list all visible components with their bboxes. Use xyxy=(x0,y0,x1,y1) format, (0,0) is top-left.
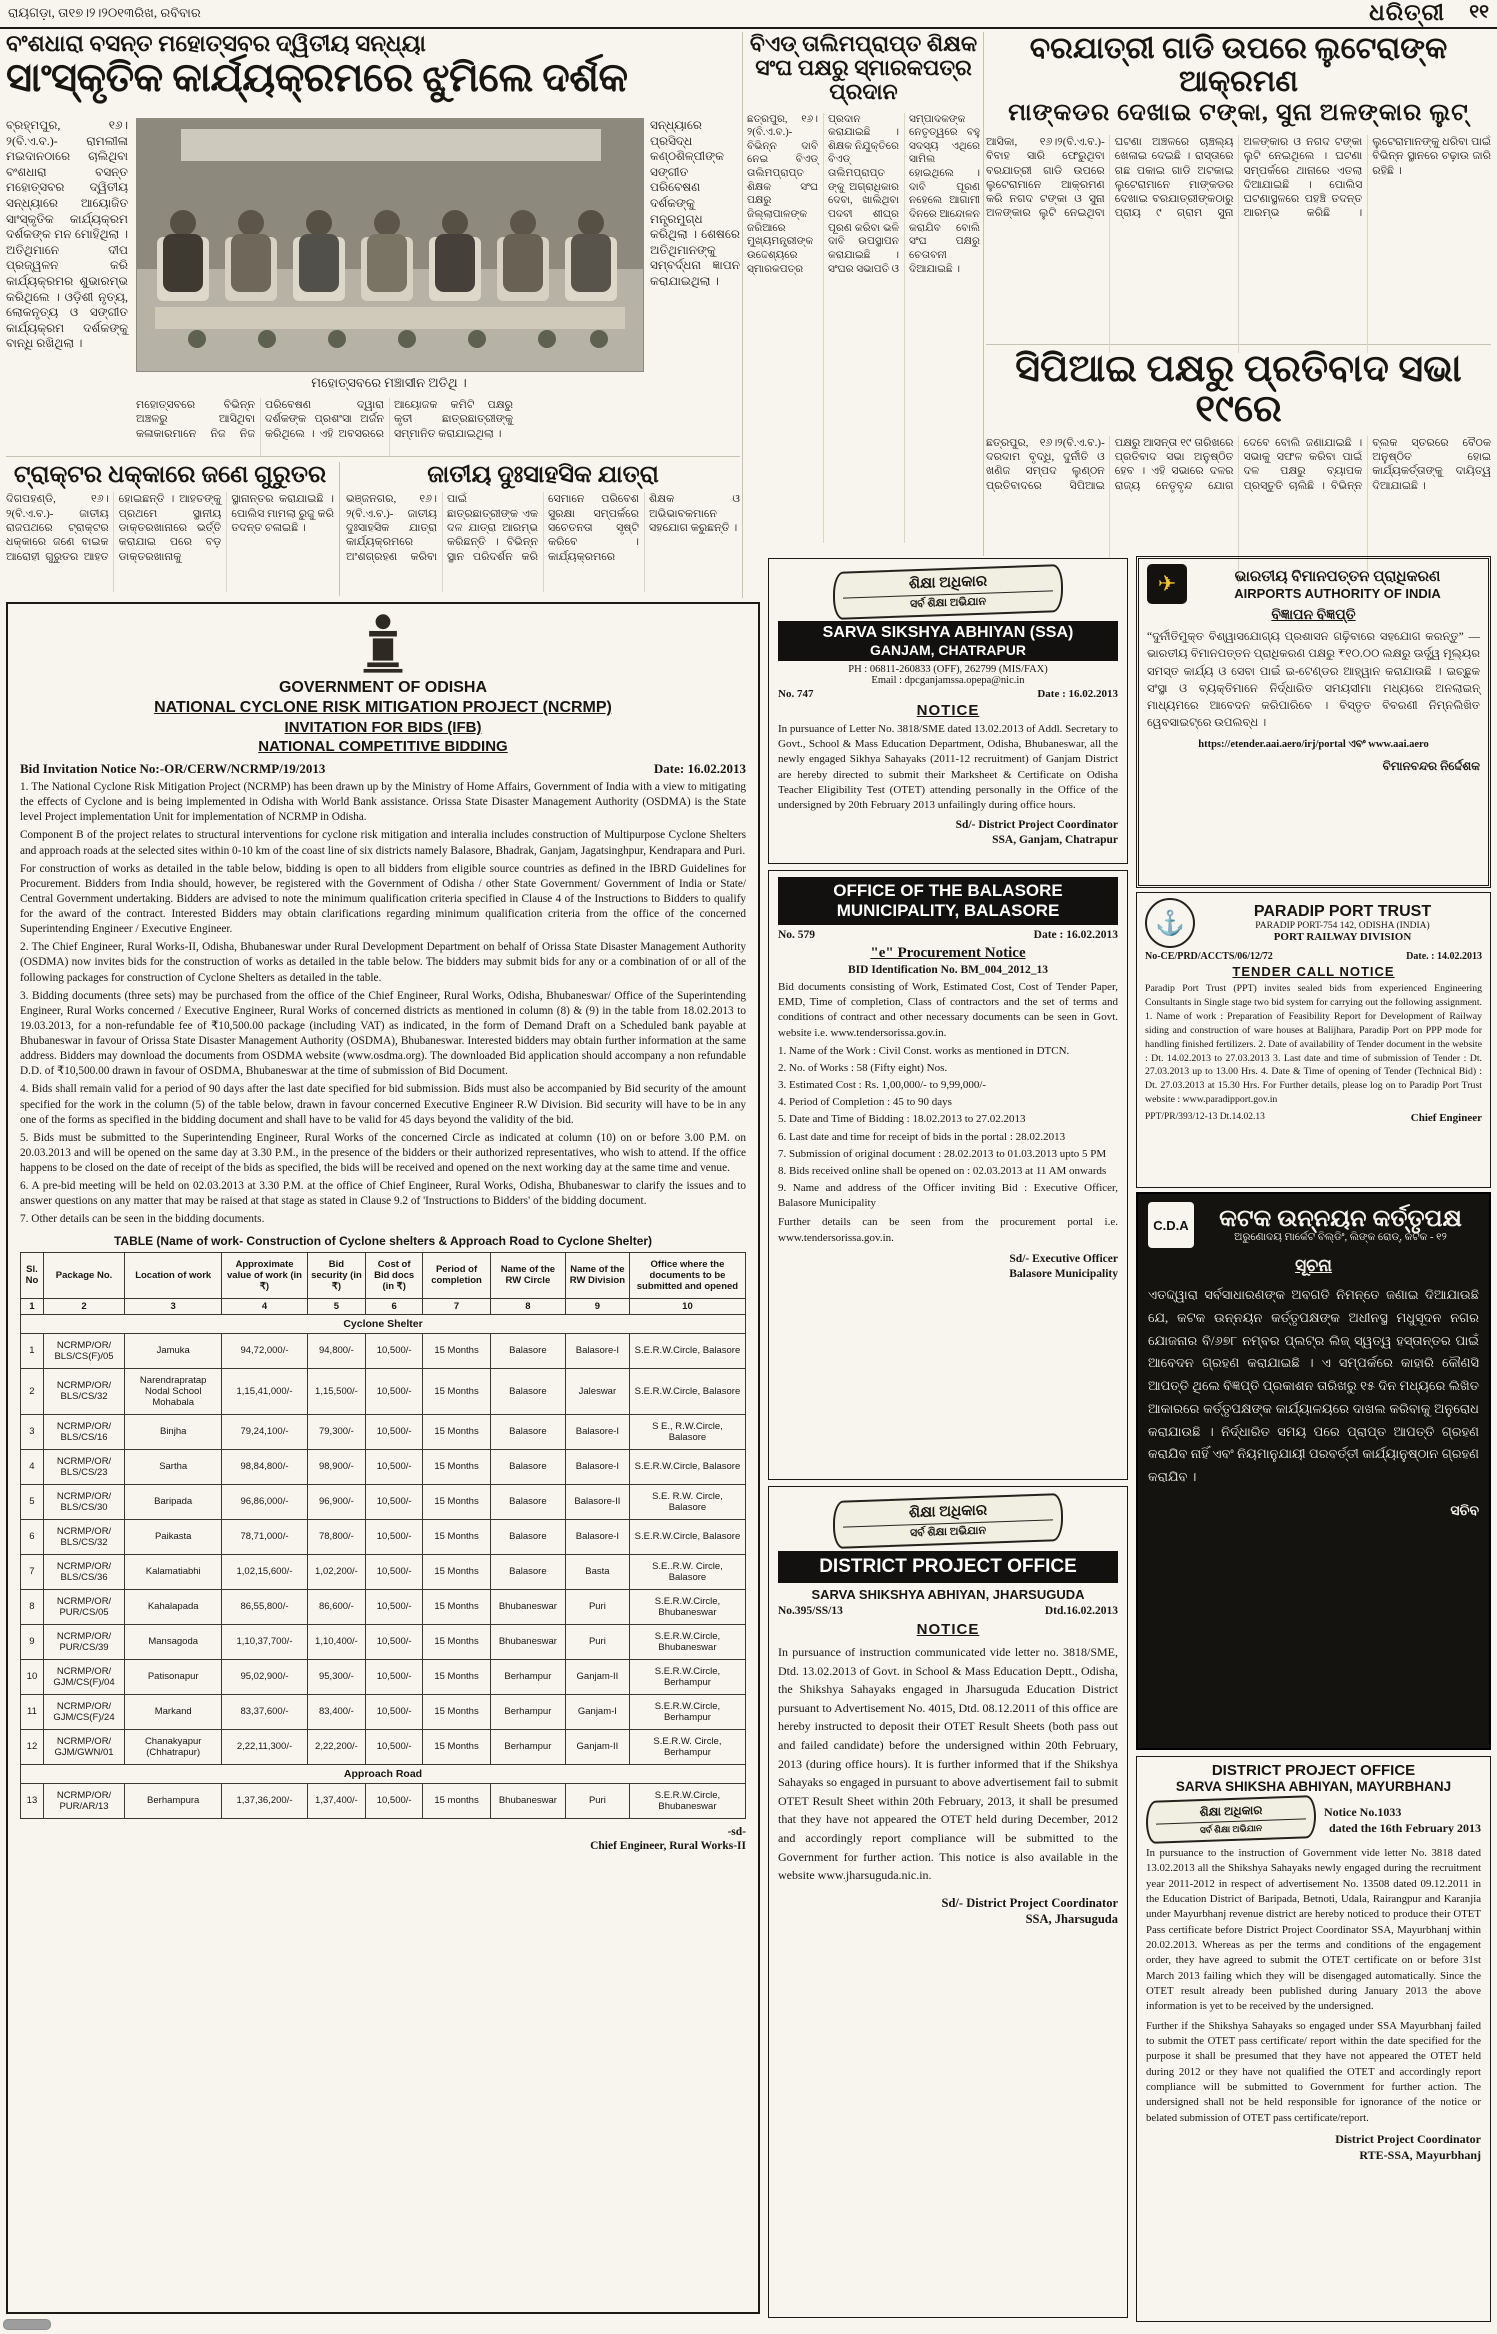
table-cell: Paikasta xyxy=(125,1519,222,1554)
notice-body: In pursuance of instruction communicated vide letter no. 3818/SME, Dtd. 13.02.2013 of Govt. in School & Mass Education Deptt., Odisha, the Shikshya Sahayaks engaged in Jharsuguda Education District pursuant to Advertisement No. 4015, Dtd. 08.12.2011 of this office are hereby instructed to deposit their OTET Result Sheets (both pass out and failed candidate) before the undersigned within 20th February, 2013 (during office hours). It is further informed that if the Shikshya Sahayaks so engaged in pursuant to above advertisement fail to submit OTET Result Sheet within 20th February, 2013, it shall be presumed that they have not appeared the OTET held during December, 2012 and accordingly report compliance will be submitted to the Government for further action. This notice is also available in the website www.jharsuguda.nic.in. xyxy=(778,1645,1118,1883)
table-cell: Berhampur xyxy=(490,1694,565,1729)
section-rule xyxy=(6,456,740,457)
table-cell: 7 xyxy=(423,1298,491,1314)
article-headline: ଟ୍ରାକ୍ଟର ଧକ୍କାରେ ଜଣେ ଗୁରୁତର xyxy=(13,462,327,488)
table-cell: 10 xyxy=(21,1659,44,1694)
table-cell: 95,02,900/- xyxy=(222,1659,307,1694)
table-cell: 12 xyxy=(21,1729,44,1764)
table-cell: 8 xyxy=(21,1589,44,1624)
table-cell: 94,800/- xyxy=(307,1333,365,1368)
airplane-icon: ✈ xyxy=(1157,571,1177,596)
notice-body-2: Further if the Shikshya Sahayaks so engaged under SSA Mayurbhanj failed to submit the OTET pass certificate/ report within the date specified for the purpose it shall be presumed that they have not appeared the OTET held during 2012 or they have not qualified the OTET and accordingly report compliance will be submitted to Government for further action. The undersigned shall not be held responsible for ignorance of the notice or belated submission of OTET pass certificate/report. xyxy=(1146,2019,1481,2124)
table-cell: 98,84,800/- xyxy=(222,1449,307,1484)
list-item: 1. Name of the Work : Civil Const. works as mentioned in DTCN. xyxy=(778,1044,1070,1057)
ssa-logo-line2: ସର୍ବ ଶିକ୍ଷା ଅଭିଯାନ xyxy=(843,1519,1053,1542)
office-title-line1: OFFICE OF THE BALASORE xyxy=(833,881,1063,900)
article-kicker: ବଂଶଧାରା ବସନ୍ତ ମହୋତ୍ସବର ଦ୍ୱିତୀୟ ସନ୍ଧ୍ୟା xyxy=(6,31,426,56)
aai-logo-icon xyxy=(1147,564,1187,604)
list-item: 7. Submission of original document : 28.02.2013 to 01.03.2013 upto 5 PM xyxy=(778,1147,1107,1160)
table-cell: Berhampur xyxy=(490,1659,565,1694)
notice-body-1: In pursuance to the instruction of Government vide letter No. 3818 dated 13.02.2013 all the Shikshya Sahayaks newly engaged during the recruitment year 2011-2012 in respect of advertisement No. 13508 dated 09.12.2011 in the Education District of Baripada, Betnoti, Udala, Rairangpur and Karanjia under Mayurbhanj revenue district are hereby noticed to produce their OTET Pass certificate before District Project Coordinator SSA, Mayurbhanj within 20.02.2013. Whereas as per the terms and conditions of the engagement order, they have agreed to submit the OTET certificate on or before 31st March 2013 failing which they will be disengaged automatically. Since the OTET result already been published during January 2013 the above information is yet to be received by the undersigned. xyxy=(1146,1847,1481,2013)
table-cell: Name of the RW Division xyxy=(565,1252,629,1298)
odisha-emblem-icon xyxy=(20,612,746,679)
table-cell: 13 xyxy=(21,1783,44,1818)
ssa-logo-line1: ଶିକ୍ଷା ଅଧିକାର xyxy=(1199,1802,1263,1820)
table-cell: Bhubaneswar xyxy=(490,1589,565,1624)
table-cell: 5 xyxy=(21,1484,44,1519)
notice-number: No.395/SS/13 xyxy=(778,1605,843,1617)
signature-line2: SSA, Ganjam, Chatrapur xyxy=(992,833,1118,846)
table-cell: 15 Months xyxy=(423,1729,491,1764)
bid-table-container xyxy=(20,1252,746,1819)
table-cell: 86,55,800/- xyxy=(222,1589,307,1624)
scrollbar-thumb[interactable] xyxy=(3,2319,51,2330)
table-cell: 10,500/- xyxy=(366,1368,423,1414)
column-rule xyxy=(983,32,984,556)
tender-signature: Chief Engineer xyxy=(1410,1112,1482,1125)
table-cell: Balasore xyxy=(490,1519,565,1554)
notice-intro: Bid documents consisting of Work, Estimated Cost, Cost of Tender Paper, EMD, Time of completion, Class of contractors and the set of terms and conditions of contract and other necessary documents can be seen in Govt. website i.e. www.tendersorissa.gov.in. xyxy=(778,981,1118,1039)
article-body: ଭଞ୍ଜନଗର, ୧୬।୨(ବି.ଏ.ବ.)- ଜାତୀୟ ଦୁଃସାହସିକ ଯାତ୍ରା କାର୍ଯ୍ୟକ୍ରମରେ ଅଂଶଗ୍ରହଣ କରିବା ପାଇଁ ଛାତ୍ରଛାତ୍ରୀଙ୍କ ଏକ ଦଳ ଯାତ୍ରା ଆରମ୍ଭ କରିଛନ୍ତି । ବିଭିନ୍ନ ସ୍ଥାନ ପରିଦର୍ଶନ କରି ସେମାନେ ପରିବେଶ ସୁରକ୍ଷା ସମ୍ପର୍କରେ ସଚେତନତା ସୃଷ୍ଟି କରିବେ । କାର୍ଯ୍ୟକ୍ରମରେ ଶିକ୍ଷକ ଓ ଅଭିଭାବକମାନେ ସହଯୋଗ କରୁଛନ୍ତି । xyxy=(346,493,740,563)
article-bed-teachers xyxy=(747,32,980,558)
notice-number: No-CE/PRD/ACCTS/06/12/72 xyxy=(1145,951,1273,962)
table-cell: Office where the documents to be submitted and opened xyxy=(629,1252,745,1298)
table-cell: 10,500/- xyxy=(366,1624,423,1659)
table-cell: Patisonapur xyxy=(125,1659,222,1694)
ncrmp-paragraphs xyxy=(20,780,746,1228)
table-cell: 15 Months xyxy=(423,1589,491,1624)
table-cell: 4 xyxy=(222,1298,307,1314)
table-cell: NCRMP/OR/ GJM/GWN/01 xyxy=(43,1729,124,1764)
tender-call-heading: TENDER CALL NOTICE xyxy=(1232,964,1395,979)
table-cell: S E., R.W.Circle, Balasore xyxy=(629,1414,745,1449)
table-cell: S.E.R.W.Circle, Bhubaneswar xyxy=(629,1783,745,1818)
table-cell: 8 xyxy=(490,1298,565,1314)
ssa-logo-line1: ଶିକ୍ଷା ଅଧିକାର xyxy=(908,1502,988,1522)
table-cell: NCRMP/OR/ BLS/CS(F)/05 xyxy=(43,1333,124,1368)
table-cell: Balasore xyxy=(490,1484,565,1519)
signature-line1: Sd/- Executive Officer xyxy=(1009,1252,1118,1265)
table-cell: 9 xyxy=(565,1298,629,1314)
notice-date: Date : 16.02.2013 xyxy=(1037,688,1118,700)
table-cell: Basta xyxy=(565,1554,629,1589)
table-cell: 83,400/- xyxy=(307,1694,365,1729)
table-cell: Chanakyapur (Chhatrapur) xyxy=(125,1729,222,1764)
list-item: 2. The Chief Engineer, Rural Works-II, Odisha, Bhubaneswar under Rural Development Department on behalf of Orissa State Disaster Management Authority (OSDMA) now invites bids for the construction of works as detailed in the table below. The bidders may submit bids for any or a combination of or all of the following packages for construction of Cyclone Shelters as detailed in the table. xyxy=(20,941,746,984)
table-cell: 15 months xyxy=(423,1783,491,1818)
table-cell: 15 Months xyxy=(423,1659,491,1694)
table-cell: 1 xyxy=(21,1333,44,1368)
table-cell: 98,900/- xyxy=(307,1449,365,1484)
table-cell: Period of completion xyxy=(423,1252,491,1298)
table-cell: NCRMP/OR/ PUR/CS/05 xyxy=(43,1589,124,1624)
article-body: ଆସିକା, ୧୬।୨(ବି.ଏ.ବ.)- ବିବାହ ସାରି ଫେରୁଥିବା ବରଯାତ୍ରୀ ଗାଡି ଉପରେ ଲୁଟେରାମାନେ ଆକ୍ରମଣ କରି ନଗଦ ଟଙ୍କା ଓ ସୁନା ଅଳଙ୍କାର ଲୁଟି ନେଇଥିବା ଘଟଣା ଅଞ୍ଚଳରେ ଚାଞ୍ଚଲ୍ୟ ଖେଳାଇ ଦେଇଛି । ରାସ୍ତାରେ ଗଛ ପକାଇ ଗାଡି ଅଟକାଇ ଲୁଟେରାମାନେ ମାଙ୍କଡର ଦେଖାଇ ବରଯାତ୍ରୀଙ୍କଠାରୁ ପ୍ରାୟ ୯ ଗ୍ରାମ ସୁନା ଅଳଙ୍କାର ଓ ନଗଦ ଟଙ୍କା ଲୁଟି ନେଇଥିଲେ । ଘଟଣା ସମ୍ପର୍କରେ ଥାନାରେ ଏତଲା ଦିଆଯାଇଛି । ପୋଲିସ ଘଟଣାସ୍ଥଳରେ ପହଞ୍ଚି ତଦନ୍ତ ଆରମ୍ଭ କରିଛି । ଲୁଟେରାମାନଙ୍କୁ ଧରିବା ପାଇଁ ବିଭିନ୍ନ ସ୍ଥାନରେ ଚଢ଼ାଉ ଜାରି ରହିଛି । xyxy=(986,136,1491,220)
table-cell: 5 xyxy=(307,1298,365,1314)
cda-notice-heading: ସୂଚନା xyxy=(1295,1256,1332,1275)
page-number: ୧୧ xyxy=(1469,2,1489,23)
notice-heading: NOTICE xyxy=(916,1621,980,1638)
table-cell: S.E.R.W.Circle, Balasore xyxy=(629,1449,745,1484)
notice-footer: Further details can be seen from the procurement portal i.e. www.tendersorissa.gov.in. xyxy=(778,1216,1118,1244)
table-cell: 94,72,000/- xyxy=(222,1333,307,1368)
phone-line: PH : 06811-260833 (OFF), 262799 (MIS/FAX) xyxy=(848,664,1048,675)
table-cell: NCRMP/OR/ BLS/CS/16 xyxy=(43,1414,124,1449)
table-cell: 15 Months xyxy=(423,1368,491,1414)
table-cell: 15 Months xyxy=(423,1414,491,1449)
bid-notice-no: Bid Invitation Notice No:-OR/CERW/NCRMP/19/2013 xyxy=(20,761,326,776)
table-cell: 10,500/- xyxy=(366,1554,423,1589)
table-cell: 9 xyxy=(21,1624,44,1659)
table-cell: 10,500/- xyxy=(366,1694,423,1729)
table-cell: Bhubaneswar xyxy=(490,1624,565,1659)
table-cell: Sl. No xyxy=(21,1252,44,1298)
table-cell: Berhampura xyxy=(125,1783,222,1818)
article-headline: ଜାତୀୟ ଦୁଃସାହସିକ ଯାତ୍ରା xyxy=(427,462,659,488)
table-cell: Binjha xyxy=(125,1414,222,1449)
ncrmp-notice xyxy=(6,602,760,2314)
table-cell: 1 xyxy=(21,1298,44,1314)
table-cell: 10,500/- xyxy=(366,1783,423,1818)
table-cell: 3 xyxy=(125,1298,222,1314)
table-cell: Balasore-II xyxy=(565,1484,629,1519)
table-cell: 79,24,100/- xyxy=(222,1414,307,1449)
table-cell: S.E.R.W.Circle, Balasore xyxy=(629,1333,745,1368)
article-cpi xyxy=(986,350,1491,556)
table-title: TABLE (Name of work- Construction of Cyclone shelters & Approach Road to Cyclone Shelter) xyxy=(113,1233,653,1248)
notice-items xyxy=(778,1044,1118,1212)
aai-subtitle: ବିଜ୍ଞାପନ ବିଜ୍ଞପ୍ତି xyxy=(1271,608,1356,623)
table-cell: Balasore-I xyxy=(565,1449,629,1484)
table-cell: 79,300/- xyxy=(307,1414,365,1449)
ncb-title: NATIONAL COMPETITIVE BIDDING xyxy=(258,738,508,755)
signature-line1: District Project Coordinator xyxy=(1335,2131,1481,2146)
table-cell: 1,37,400/- xyxy=(307,1783,365,1818)
table-cell: 86,600/- xyxy=(307,1589,365,1624)
table-cell: 15 Months xyxy=(423,1554,491,1589)
paradip-port-notice xyxy=(1136,892,1491,1188)
table-cell: 10 xyxy=(629,1298,745,1314)
signature-line2: SSA, Jharsuguda xyxy=(1025,1911,1118,1926)
office-title-line1: DISTRICT PROJECT OFFICE xyxy=(1211,1762,1416,1779)
article-body: ଛତ୍ରପୁର, ୧୬।୨(ବି.ଏ.ବ.)- ବିଭିନ୍ନ ଦାବି ନେଇ ବିଏଡ୍ ତାଲିମପ୍ରାପ୍ତ ଶିକ୍ଷକ ସଂଘ ପକ୍ଷରୁ ଜିଲ୍ଲାପାଳଙ୍କ ଜରିଆରେ ମୁଖ୍ୟମନ୍ତ୍ରୀଙ୍କ ଉଦ୍ଦେଶ୍ୟରେ ସ୍ମାରକପତ୍ର ପ୍ରଦାନ କରାଯାଇଛି । ଶିକ୍ଷକ ନିଯୁକ୍ତିରେ ବିଏଡ୍ ତାଲିମପ୍ରାପ୍ତଙ୍କୁ ଅଗ୍ରାଧିକାର ଦେବା, ଖାଲିଥିବା ପଦବୀ ଶୀଘ୍ର ପୂରଣ କରିବା ଭଳି ଦାବି ଉପସ୍ଥାପନ କରାଯାଇଛି । ସଂଘର ସଭାପତି ଓ ସମ୍ପାଦକଙ୍କ ନେତୃତ୍ୱରେ ବହୁ ସଦସ୍ୟ ଏଥିରେ ସାମିଲ ହୋଇଥିଲେ । ଦାବି ପୂରଣ ନହେଲେ ଆଗାମୀ ଦିନରେ ଆନ୍ଦୋଳନ କରାଯିବ ବୋଲି ସଂଘ ପକ୍ଷରୁ ଚେତାବନୀ ଦିଆଯାଇଛି । xyxy=(747,113,980,275)
list-item: 6. Last date and time for receipt of bids in the portal : 28.02.2013 xyxy=(778,1130,1066,1143)
table-cell: 1,10,400/- xyxy=(307,1624,365,1659)
article-column-left: ବ୍ରହ୍ମପୁର, ୧୬।୨(ବି.ଏ.ବ.)- ରାମଲୀଳା ମଇଦାନଠାରେ ଚାଲିଥିବା ବଂଶଧାରା ବସନ୍ତ ମହୋତ୍ସବର ଦ୍ୱିତୀୟ ସନ୍ଧ୍ୟାରେ ଆୟୋଜିତ ସାଂସ୍କୃତିକ କାର୍ଯ୍ୟକ୍ରମ ଦର୍ଶକଙ୍କ ମନ ମୋହିଥିଲା । ଅତିଥିମାନେ ଦୀପ ପ୍ରଜ୍ୱଳନ କରି କାର୍ଯ୍ୟକ୍ରମର ଶୁଭାରମ୍ଭ କରିଥିଲେ । ଓଡ଼ିଶୀ ନୃତ୍ୟ, ଲୋକନୃତ୍ୟ ଓ ସଙ୍ଗୀତ କାର୍ଯ୍ୟକ୍ରମ ଦର୍ଶକଙ୍କୁ ବାନ୍ଧି ରଖିଥିଲା । xyxy=(6,118,128,351)
table-cell: NCRMP/OR/ BLS/CS/30 xyxy=(43,1484,124,1519)
office-title-bar: DISTRICT PROJECT OFFICE xyxy=(778,1551,1118,1583)
ssa-ganjam-notice xyxy=(768,558,1128,864)
notice-date: Date. : 14.02.2013 xyxy=(1406,951,1482,962)
notice-heading: NOTICE xyxy=(916,702,980,719)
table-cell: 15 Months xyxy=(423,1484,491,1519)
table-cell: 1,37,36,200/- xyxy=(222,1783,307,1818)
table-cell: 15 Months xyxy=(423,1449,491,1484)
office-title-line1: SARVA SIKSHYA ABHIYAN (SSA) xyxy=(822,624,1074,641)
table-cell: 1,02,15,600/- xyxy=(222,1554,307,1589)
table-cell: 10,500/- xyxy=(366,1659,423,1694)
paradip-port-logo xyxy=(1145,898,1195,948)
table-cell: 10,500/- xyxy=(366,1729,423,1764)
signature-line1: Sd/- District Project Coordinator xyxy=(941,1895,1118,1910)
table-cell: Balasore xyxy=(490,1414,565,1449)
table-section-title: Approach Road xyxy=(21,1764,746,1783)
table-cell: Ganjam-I xyxy=(565,1694,629,1729)
govt-title: GOVERNMENT OF ODISHA xyxy=(278,679,487,696)
table-cell: Bhubaneswar xyxy=(490,1783,565,1818)
table-cell: 78,71,000/- xyxy=(222,1519,307,1554)
article-adventure xyxy=(346,462,740,596)
table-cell: 6 xyxy=(21,1519,44,1554)
office-title-bar xyxy=(778,621,1118,661)
ssa-logo-line1: ଶିକ୍ଷା ଅଧିକାର xyxy=(908,573,988,593)
table-cell: 96,86,000/- xyxy=(222,1484,307,1519)
ifb-title: INVITATION FOR BIDS (IFB) xyxy=(284,719,482,736)
table-cell: NCRMP/OR/ PUR/AR/13 xyxy=(43,1783,124,1818)
table-cell: 7 xyxy=(21,1554,44,1589)
article-robbery xyxy=(986,32,1491,340)
festival-photo-graphic xyxy=(137,119,643,371)
article-festival xyxy=(6,32,740,456)
signature-line2: Balasore Municipality xyxy=(1009,1267,1118,1280)
aai-signature: ବିମାନବନ୍ଦର ନିର୍ଦ୍ଦେଶକ xyxy=(1382,758,1480,773)
table-cell: S.E.R.W.Circle, Balasore xyxy=(629,1519,745,1554)
cda-title: କଟକ ଉନ୍ନୟନ କର୍ତ୍ତୃପକ୍ଷ xyxy=(1219,1205,1462,1232)
aai-notice xyxy=(1136,556,1491,888)
table-cell: 4 xyxy=(21,1449,44,1484)
ssa-logo-line2: ସର୍ବ ଶିକ୍ଷା ଅଭିଯାନ xyxy=(1156,1818,1306,1837)
table-cell: S.E.R.W.Circle, Berhampur xyxy=(629,1694,745,1729)
table-cell: 1,02,200/- xyxy=(307,1554,365,1589)
list-item: 5. Bids must be submitted to the Superintending Engineer, Rural Works of the concerned Circle as indicated at column (10) on or before 3.00 P.M. on 20.03.2013 and will be opened on the same day at 3.30 P.M., in the presence of the bidders or their authorized representatives, who wish to attend. If the office happens to be closed on the date of receipt of the bids as specified, the bids will be received and opened on the next working day at the same time and venue. xyxy=(20,1131,746,1174)
column-rule xyxy=(339,462,340,596)
table-cell: S.E..R.W. Circle, Balasore xyxy=(629,1554,745,1589)
photo-caption: ମହୋତ୍ସବରେ ମଞ୍ଚାସୀନ ଅତିଥି । xyxy=(311,375,467,390)
list-item: 2. No. of Works : 58 (Fifty eight) Nos. xyxy=(778,1061,948,1074)
list-item: For construction of works as detailed in the table below, bidding is open to all bidders from eligible source countries as defined in the IBRD Guidelines for Procurement. Bidders from India should, however, be registered with the Government of Odisha / other State Government/ Government of India or State/ Central Government undertaking. Bidders are advised to note the minimum qualification criteria specified in Clause 4 of the Instructions to Bidders to qualify for the award of the contract. Interested Bidders may obtain clarifications regarding minimum qualification criteria from the office of the concerned Superintending Engineer / Executive Engineer. xyxy=(20,862,746,936)
table-cell: Markand xyxy=(125,1694,222,1729)
jharsuguda-dpo-notice xyxy=(768,1486,1128,2318)
list-item: 1. The National Cyclone Risk Mitigation Project (NCRMP) has been drawn up by the Ministry of Home Affairs, Government of India with a view to mitigating the effects of Cyclone and is being implemented in Odisha with World Bank assistance. Orissa State Disaster Management Authority (OSDMA) is the State level Project implementation Unit for implementation of NCRMP in Odisha. xyxy=(20,781,746,824)
table-cell: Balasore-I xyxy=(565,1414,629,1449)
column-rule xyxy=(742,32,743,598)
office-title-line2: SARVA SHIKSHA ABHIYAN, MAYURBHANJ xyxy=(1175,1779,1452,1794)
table-cell: 10,500/- xyxy=(366,1589,423,1624)
table-cell: NCRMP/OR/ BLS/CS/32 xyxy=(43,1519,124,1554)
office-title-line2: MUNICIPALITY, BALASORE xyxy=(836,901,1060,920)
table-cell: Balasore xyxy=(490,1554,565,1589)
table-cell: NCRMP/OR/ PUR/CS/39 xyxy=(43,1624,124,1659)
list-item: 9. Name and address of the Officer inviting Bid : Executive Officer, Balasore Municipality xyxy=(778,1182,1118,1210)
table-cell: S.E.R.W.Circle, Balasore xyxy=(629,1368,745,1414)
table-cell: 6 xyxy=(366,1298,423,1314)
table-cell: 2 xyxy=(43,1298,124,1314)
table-cell: 2,22,11,300/- xyxy=(222,1729,307,1764)
table-cell: 78,800/- xyxy=(307,1519,365,1554)
masthead: ଧରିତ୍ରୀ xyxy=(1369,0,1445,25)
article-body: ଛତ୍ରପୁର, ୧୬।୨(ବି.ଏ.ବ.)- ଦରଦାମ ବୃଦ୍ଧି, ଦୁର୍ନୀତି ଓ ଖଣିଜ ସମ୍ପଦ ଲୁଣ୍ଠନ ପ୍ରତିବାଦରେ ସିପିଆଇ ପକ୍ଷରୁ ଆସନ୍ତା ୧୯ ତାରିଖରେ ପ୍ରତିବାଦ ସଭା ଅନୁଷ୍ଠିତ ହେବ । ଏହି ସଭାରେ ଦଳର ରାଜ୍ୟ ନେତୃବୃନ୍ଦ ଯୋଗ ଦେବେ ବୋଲି ଜଣାଯାଇଛି । ସଭାକୁ ସଫଳ କରିବା ପାଇଁ ଦଳ ପକ୍ଷରୁ ବ୍ୟାପକ ପ୍ରସ୍ତୁତି ଚାଲିଛି । ବିଭିନ୍ନ ବ୍ଲକ ସ୍ତରରେ ବୈଠକ ଅନୁଷ୍ଠିତ ହୋଇ କାର୍ଯ୍ୟକର୍ତ୍ତାଙ୍କୁ ଦାୟିତ୍ୱ ଦିଆଯାଇଛି । xyxy=(986,436,1491,492)
aai-title-odia: ଭାରତୀୟ ବିମାନପତ୍ତନ ପ୍ରାଧିକରଣ xyxy=(1234,568,1441,585)
table-cell: Bid security (in ₹) xyxy=(307,1252,365,1298)
list-item: 3. Bidding documents (three sets) may be purchased from the office of the Chief Engineer, Rural Works, Odisha, Bhubaneswar/ Office of the Superintending Engineer, Rural Works concerned / Executive Engineer, Rural Works of concerned districts as mentioned in column (8) & (9) in the table from 18.02.2013 to 19.03.2013, for a non-refundable fee of ₹10,500.00 package (including VAT) as indicated, in the form of Demand Draft on a Scheduled bank payable at Bhubaneswar in favour of Orissa State Disaster Management Authority (OSDMA), Bhubaneswar. Interested bidders may obtain further information at the same address. Bidders may download the documents from OSDMA website (www.osdma.org). The downloaded Bid application should accompany a non refundable D.D. of ₹10,500.00 drawn in favour of OSDMA, Bhubaneswar at the time of submission of Bid Document. xyxy=(20,989,746,1078)
email-line: Email : dpcganjamssa.opepa@nic.in xyxy=(871,675,1025,686)
bid-identification: BID Identification No. BM_004_2012_13 xyxy=(848,964,1048,976)
table-cell: 2,22,200/- xyxy=(307,1729,365,1764)
bid-table xyxy=(20,1252,746,1819)
table-cell: 1,15,41,000/- xyxy=(222,1368,307,1414)
table-cell: Name of the RW Circle xyxy=(490,1252,565,1298)
table-cell: Puri xyxy=(565,1589,629,1624)
procurement-notice-title: "e" Procurement Notice xyxy=(870,945,1026,961)
table-cell: 3 xyxy=(21,1414,44,1449)
notice-date: Dtd.16.02.2013 xyxy=(1044,1605,1118,1617)
list-item: 6. A pre-bid meeting will be held on 02.03.2013 at 3.30 P.M. at the office of Chief Engineer, Rural Works, Odisha, Bhubaneswar to clarify the issues and to answer questions on any matter that may be raised at that stage as stated in Clause 9.2 of 'Instructions to Bidders' of the bidding document. xyxy=(20,1180,746,1208)
list-item: 8. Bids received online shall be opened on : 02.03.2013 at 11 AM onwards xyxy=(778,1164,1107,1177)
signature-line1: Sd/- District Project Coordinator xyxy=(955,819,1118,832)
notice-body: In pursuance of Letter No. 3818/SME dated 13.02.2013 of Addl. Secretary to Govt., School & Mass Education Department, Odisha, Bhubaneswar, all the newly engaged Sikhya Sahayaks (2011-12 recruitment) of Ganjam District are hereby directed to submit their Marksheet & Certificate on Odisha Teacher Eligibility Test (OTET) attending personally in the Office of the undersigned by 20th February 2013 unfailingly during office hours. xyxy=(778,723,1119,811)
table-cell: Jamuka xyxy=(125,1333,222,1368)
table-cell: Balasore-I xyxy=(565,1519,629,1554)
table-cell: 10,500/- xyxy=(366,1449,423,1484)
tender-ref: PPT/PR/393/12-13 Dt.14.02.13 xyxy=(1145,1112,1265,1123)
notice-number: No. 579 xyxy=(778,929,816,941)
balasore-municipality-notice xyxy=(768,870,1128,1480)
table-cell: Kalamatiabhi xyxy=(125,1554,222,1589)
table-cell: NCRMP/OR/ BLS/CS/36 xyxy=(43,1554,124,1589)
ncrmp-sd: -sd- xyxy=(727,1825,746,1838)
bid-notice-date: Date: 16.02.2013 xyxy=(653,761,746,776)
table-cell: 10,500/- xyxy=(366,1484,423,1519)
notice-number: Notice No.1033 xyxy=(1324,1805,1402,1819)
table-cell: S.E. R.W. Circle, Balasore xyxy=(629,1484,745,1519)
notice-number: No. 747 xyxy=(778,688,814,700)
paradip-division: PORT RAILWAY DIVISION xyxy=(1273,931,1412,943)
cda-address: ଅରୁଣୋଦୟ ମାର୍କେଟ ବିଲ୍ଡିଂ, ଲିଙ୍କ ରୋଡ୍, କଟକ - ୧୨ xyxy=(1234,1232,1447,1244)
table-cell: Ganjam-II xyxy=(565,1659,629,1694)
table-cell: 83,37,600/- xyxy=(222,1694,307,1729)
table-cell: S.E.R.W.Circle, Bhubaneswar xyxy=(629,1589,745,1624)
ssa-logo xyxy=(833,1493,1063,1549)
list-item: Component B of the project relates to structural interventions for cyclone risk mitigation and interalia includes construction of Multipurpose Cyclone Shelters and approach roads at the selected sites within 0-10 km of the coast line of six districts namely Balasore, Bhadrak, Ganjam, Jagatsinghpur, Kendrapara and Puri. xyxy=(20,829,746,857)
table-cell: Puri xyxy=(565,1783,629,1818)
table-cell: S.E.R.W. Circle, Berhampur xyxy=(629,1729,745,1764)
paradip-addr: PARADIP PORT-754 142, ODISHA (INDIA) xyxy=(1255,921,1430,931)
aai-title-en: AIRPORTS AUTHORITY OF INDIA xyxy=(1234,585,1441,601)
project-title: NATIONAL CYCLONE RISK MITIGATION PROJECT (NCRMP) xyxy=(154,699,612,716)
table-cell: NCRMP/OR/ BLS/CS/23 xyxy=(43,1449,124,1484)
cda-notice xyxy=(1136,1192,1491,1750)
table-cell: Balasore xyxy=(490,1333,565,1368)
ssa-logo-line2: ସର୍ବ ଶିକ୍ଷା ଅଭିଯାନ xyxy=(843,590,1053,613)
ssa-logo xyxy=(833,564,1063,620)
table-cell: Puri xyxy=(565,1624,629,1659)
table-cell: 2 xyxy=(21,1368,44,1414)
table-cell: Sartha xyxy=(125,1449,222,1484)
office-title-bar xyxy=(778,877,1118,925)
article-headline: ବିଏଡ୍ ତାଲିମପ୍ରାପ୍ତ ଶିକ୍ଷକ ସଂଘ ପକ୍ଷରୁ ସ୍ମାରକପତ୍ର ପ୍ରଦାନ xyxy=(749,31,978,105)
office-title-line2: GANJAM, CHATRAPUR xyxy=(869,642,1027,658)
table-cell: 15 Months xyxy=(423,1333,491,1368)
article-column-right: ସନ୍ଧ୍ୟାରେ ପ୍ରସିଦ୍ଧ କଣ୍ଠଶିଳ୍ପୀଙ୍କ ସଙ୍ଗୀତ ପରିବେଷଣ ଦର୍ଶକଙ୍କୁ ମନ୍ତ୍ରମୁଗ୍ଧ କରିଥିଲା । ଶେଷରେ ଅତିଥିମାନଙ୍କୁ ସମ୍ବର୍ଦ୍ଧନା ଜ୍ଞାପନ କରାଯାଇଥିଲା । xyxy=(650,118,740,288)
mayurbhanj-dpo-notice xyxy=(1136,1756,1491,2322)
list-item: 5. Date and Time of Bidding : 18.02.2013 to 27.02.2013 xyxy=(778,1113,1026,1126)
table-cell: Cost of Bid docs (in ₹) xyxy=(366,1252,423,1298)
table-cell: 10,500/- xyxy=(366,1333,423,1368)
article-body: ଦିଗପହଣ୍ଡି, ୧୬।୨(ବି.ଏ.ବ.)- ଜାତୀୟ ରାଜପଥରେ ଟ୍ରାକ୍ଟର ଧକ୍କାରେ ଜଣେ ବାଇକ ଆରୋହୀ ଗୁରୁତର ଆହତ ହୋଇଛନ୍ତି । ଆହତଙ୍କୁ ପ୍ରଥମେ ସ୍ଥାନୀୟ ଡାକ୍ତରଖାନାରେ ଭର୍ତ୍ତି କରାଯାଇ ପରେ ବଡ଼ ଡାକ୍ତରଖାନାକୁ ସ୍ଥାନାନ୍ତର କରାଯାଇଛି । ପୋଲିସ ମାମଲା ରୁଜୁ କରି ତଦନ୍ତ ଚଳାଇଛି । xyxy=(6,493,334,563)
table-cell: 10,500/- xyxy=(366,1519,423,1554)
article-headline: ସିପିଆଇ ପକ୍ଷରୁ ପ୍ରତିବାଦ ସଭା ୧୯ରେ xyxy=(1015,348,1462,430)
table-cell: 15 Months xyxy=(423,1519,491,1554)
list-item: 7. Other details can be seen in the bidding documents. xyxy=(20,1213,265,1226)
office-subtitle: SARVA SHIKSHYA ABHIYAN, JHARSUGUDA xyxy=(811,1587,1085,1602)
table-cell: 96,900/- xyxy=(307,1484,365,1519)
table-cell: 11 xyxy=(21,1694,44,1729)
article-below-photo: ମହୋତ୍ସବରେ ବିଭିନ୍ନ ଅଞ୍ଚଳରୁ ଆସିଥିବା କଳାକାରମାନେ ନିଜ ନିଜ ପରିବେଷଣ ଦ୍ୱାରା ଦର୍ଶକଙ୍କ ପ୍ରଶଂସା ଅର୍ଜନ କରିଥିଲେ । ଏହି ଅବସରରେ ଆୟୋଜକ କମିଟି ପକ୍ଷରୁ କୃତୀ ଛାତ୍ରଛାତ୍ରୀଙ୍କୁ ସମ୍ମାନିତ କରାଯାଇଥିଲା । xyxy=(136,399,513,440)
table-cell: Berhampur xyxy=(490,1729,565,1764)
anchor-icon: ⚓ xyxy=(1155,910,1185,937)
table-cell: Jaleswar xyxy=(565,1368,629,1414)
tender-body: Paradip Port Trust (PPT) invites sealed bids from experienced Engineering Consultants in Single stage two bid system for carrying out the following assignment. 1. Name of work : Preparation of Feasibility Report for Development of Railway siding and construction of ware houses at Balijhara, Paradip Port on PPP mode for handling finished fertilizers. 2. Date of availability of Tender document in the website : Dt. 14.02.2013 to 27.03.2013 3. Last date and time of submission of Tender : Dt. 27.03.2013 up to 13.00 Hrs. 4. Date & Time of opening of Tender (Technical Bid) : Dt. 27.03.2013 at 15.30 Hrs. For Further details, please log on to Paradip Port Trust website : www.paradipport.gov.in xyxy=(1145,983,1482,1106)
table-cell: 95,300/- xyxy=(307,1659,365,1694)
table-cell: Approximate value of work (in ₹) xyxy=(222,1252,307,1298)
signature-line2: RTE-SSA, Mayurbhanj xyxy=(1359,2147,1481,2162)
cda-signature: ସଚିବ xyxy=(1450,1503,1479,1519)
table-cell: NCRMP/OR/ BLS/CS/32 xyxy=(43,1368,124,1414)
table-cell: 15 Months xyxy=(423,1624,491,1659)
page-header xyxy=(0,0,1497,29)
table-section-title: Cyclone Shelter xyxy=(21,1314,746,1333)
list-item: 4. Period of Completion : 45 to 90 days xyxy=(778,1096,952,1109)
table-cell: Balasore-I xyxy=(565,1333,629,1368)
cda-body: ଏତଦ୍ଦ୍ୱାରା ସର୍ବସାଧାରଣଙ୍କ ଅବଗତି ନିମନ୍ତେ ଜଣାଇ ଦିଆଯାଉଛି ଯେ, କଟକ ଉନ୍ନୟନ କର୍ତ୍ତୃପକ୍ଷଙ୍କ ଅଧୀନସ୍ଥ ମଧୁସୂଦନ ନଗର ଯୋଜନାର ବି/୬୭୮ ନମ୍ବର ପ୍ଲଟ୍‌ର ଲିଜ୍ ସ୍ୱତ୍ୱ ହସ୍ତାନ୍ତର ପାଇଁ ଆବେଦନ ଗ୍ରହଣ କରାଯାଇଛି । ଏ ସମ୍ପର୍କରେ କାହାରି କୌଣସି ଆପତ୍ତି ଥିଲେ ବିଜ୍ଞପ୍ତି ପ୍ରକାଶନ ତାରିଖରୁ ୧୫ ଦିନ ମଧ୍ୟରେ ଲିଖିତ ଆକାରରେ କର୍ତ୍ତୃପକ୍ଷଙ୍କ କାର୍ଯ୍ୟାଳୟରେ ଦାଖଲ କରିବାକୁ ଅନୁରୋଧ କରାଯାଉଛି । ନିର୍ଦ୍ଧାରିତ ସମୟ ପରେ ପ୍ରାପ୍ତ ଆପତ୍ତି ଗ୍ରହଣ କରାଯିବ ନାହିଁ ଏବଂ ନିୟମାନୁଯାୟୀ ପରବର୍ତ୍ତୀ କାର୍ଯ୍ୟାନୁଷ୍ଠାନ ଗ୍ରହଣ କରାଯିବ । xyxy=(1148,1287,1479,1484)
list-item: 4. Bids shall remain valid for a period of 90 days after the last date specified for bid submission. Bids must also be accompanied by Bid security of the amount specified for the work in the column (5) of the table below, drawn in favour concerned Executive Engineer R.W Division. Bid security will have to be in any one of the forms as specified in the bidding document and shall have to be valid for 45 days beyond the validity of the bid. xyxy=(20,1083,746,1126)
table-cell: Balasore xyxy=(490,1368,565,1414)
table-cell: S.E.R.W.Circle, Bhubaneswar xyxy=(629,1624,745,1659)
cda-logo: C.D.A xyxy=(1148,1202,1194,1248)
paradip-title: PARADIP PORT TRUST xyxy=(1253,903,1432,920)
aai-body: “ଦୁର୍ନୀତିମୁକ୍ତ ବିଶ୍ୱାସଯୋଗ୍ୟ ପ୍ରଶାସନ ଗଢ଼ିବାରେ ସହଯୋଗ କରନ୍ତୁ” — ଭାରତୀୟ ବିମାନପତ୍ତନ ପ୍ରାଧିକରଣ ପକ୍ଷରୁ ₹୧୦.୦୦ ଲକ୍ଷରୁ ଊର୍ଦ୍ଧ୍ୱ ମୂଲ୍ୟର ସମସ୍ତ କାର୍ଯ୍ୟ ଓ ସେବା ପାଇଁ ଇ-ଟେଣ୍ଡର ଆହ୍ୱାନ କରାଯାଉଛି । ଇଚ୍ଛୁକ ସଂସ୍ଥା ଓ ବ୍ୟକ୍ତିମାନେ ନିର୍ଦ୍ଧାରିତ ସମୟସୀମା ମଧ୍ୟରେ ଅନଲାଇନ୍ ମାଧ୍ୟମରେ ଆବେଦନ କରିପାରିବେ । ବିସ୍ତୃତ ବିବରଣୀ ନିମ୍ନଲିଖିତ ୱେବସାଇଟ୍‌ରେ ଉପଲବ୍ଧ । xyxy=(1147,631,1480,730)
ncrmp-signature: Chief Engineer, Rural Works-II xyxy=(590,1840,746,1853)
article-subheadline: ମାଙ୍କଡର ଦେଖାଇ ଟଙ୍କା, ସୁନା ଅଳଙ୍କାର ଲୁଟ୍ xyxy=(1008,100,1469,126)
table-cell: Narendrapratap Nodal School Mohabala xyxy=(125,1368,222,1414)
table-cell: S.E.R.W.Circle, Berhampur xyxy=(629,1659,745,1694)
table-cell: NCRMP/OR/ GJM/CS(F)/24 xyxy=(43,1694,124,1729)
table-cell: Kahalapada xyxy=(125,1589,222,1624)
table-cell: Package No. xyxy=(43,1252,124,1298)
notice-date: Date : 16.02.2013 xyxy=(1033,929,1118,941)
table-cell: Location of work xyxy=(125,1252,222,1298)
table-cell: Balasore xyxy=(490,1449,565,1484)
notice-date: dated the 16th February 2013 xyxy=(1329,1821,1481,1835)
article-tractor xyxy=(6,462,334,596)
ssa-logo xyxy=(1146,1795,1316,1844)
table-cell: Mansagoda xyxy=(125,1624,222,1659)
table-cell: Baripada xyxy=(125,1484,222,1519)
aai-links: https://etender.aai.aero/irj/portal ଏବଂ www.aai.aero xyxy=(1198,738,1429,750)
table-cell: NCRMP/OR/ GJM/CS(F)/04 xyxy=(43,1659,124,1694)
table-cell: 1,15,500/- xyxy=(307,1368,365,1414)
edition-dateline: ରାୟଗଡ଼ା, ତା୧୭।୨।୨୦୧୩ରିଖ, ରବିବାର xyxy=(8,5,201,20)
table-cell: 10,500/- xyxy=(366,1414,423,1449)
list-item: 3. Estimated Cost : Rs. 1,00,000/- to 9,99,000/- xyxy=(778,1079,987,1092)
festival-photo xyxy=(136,118,644,372)
article-headline: ବରଯାତ୍ରୀ ଗାଡି ଉପରେ ଲୁଟେରାଙ୍କ ଆକ୍ରମଣ xyxy=(1029,32,1448,98)
table-cell: 1,10,37,700/- xyxy=(222,1624,307,1659)
table-cell: 15 Months xyxy=(423,1694,491,1729)
article-headline: ସାଂସ୍କୃତିକ କାର୍ଯ୍ୟକ୍ରମରେ ଝୁମିଲେ ଦର୍ଶକ xyxy=(6,55,628,101)
table-cell: Ganjam-II xyxy=(565,1729,629,1764)
